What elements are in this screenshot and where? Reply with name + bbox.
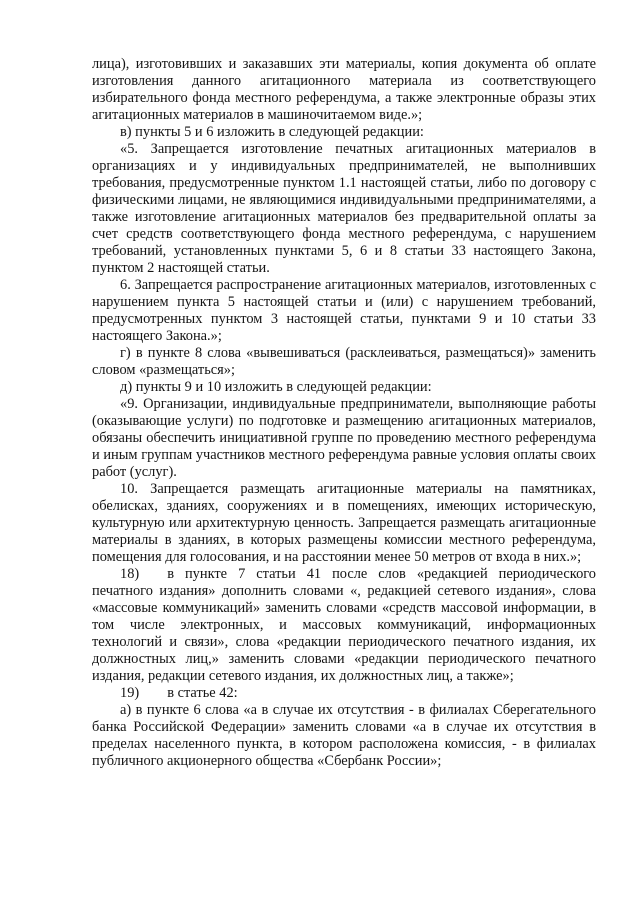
paragraph-item-g: г) в пункте 8 слова «вывешиваться (расклеиваться, размещаться)» заменить словом «размещаться»; bbox=[92, 345, 596, 378]
document-page bbox=[92, 56, 596, 770]
paragraph-item-18 bbox=[92, 566, 596, 685]
paragraph-item-a: а) в пункте 6 слова «а в случае их отсутствия - в филиалах Сберегательного банка Российской Федерации» заменить словами «а в случае их отсутствия в пределах населенного пункта, в котором расположена комиссия, - в филиалах публичного акционерного общества «Сбербанк России»; bbox=[92, 702, 596, 769]
item-18-number: 18) bbox=[120, 566, 140, 582]
item-19-number: 19) bbox=[120, 685, 140, 701]
paragraph-item-d: д) пункты 9 и 10 изложить в следующей редакции: bbox=[120, 379, 432, 395]
paragraph-item-19 bbox=[92, 685, 596, 702]
paragraph-continuation: лица), изготовивших и заказавших эти материалы, копия документа об оплате изготовления данного агитационного материала из соответствующего избирательного фонда местного референдума, а также электронные образы этих агитационных материалов в машиночитаемом виде.»; bbox=[92, 56, 596, 123]
item-19-text: в статье 42: bbox=[167, 685, 238, 701]
item-18-text: в пункте 7 статьи 41 после слов «редакцией периодического печатного издания» дополнить словами «, редакцией сетевого издания», слова «массовые коммуникаций» заменить словами «средств массовой информации, в том числе электронных, и массовых коммуникаций, информационных технологий и связи», слова «редакции периодического печатного издания, их должностных лиц,» заменить словами «редакции периодического печатного издания, редакции сетевого издания, их должностных лиц, а также»; bbox=[92, 566, 596, 684]
paragraph-point-6: 6. Запрещается распространение агитационных материалов, изготовленных с нарушением пункта 5 настоящей статьи и (или) с нарушением требований, предусмотренных пунктом 3 настоящей статьи, пунктами 9 и 10 статьи 33 настоящего Закона.»; bbox=[92, 277, 596, 344]
paragraph-point-10: 10. Запрещается размещать агитационные материалы на памятниках, обелисках, зданиях, сооружениях и в помещениях, имеющих историческую, культурную или архитектурную ценность. Запрещается размещать агитационные материалы в зданиях, в которых размещены комиссии местного референдума, помещения для голосования, и на расстоянии менее 50 метров от входа в них.»; bbox=[92, 481, 596, 565]
paragraph-item-v: в) пункты 5 и 6 изложить в следующей редакции: bbox=[120, 124, 424, 140]
paragraph-point-5: «5. Запрещается изготовление печатных агитационных материалов в организациях и у индивидуальных предпринимателей, не выполнивших требования, предусмотренные пунктом 1.1 настоящей статьи, либо по договору с физическими лицами, не являющимися индивидуальными предпринимателями, а также изготовление агитационных материалов без предварительной оплаты за счет средств соответствующего фонда местного референдума, с нарушением требований, установленных пунктами 5, 6 и 8 статьи 33 настоящего Закона, пунктом 2 настоящей статьи. bbox=[92, 141, 596, 276]
paragraph-point-9: «9. Организации, индивидуальные предприниматели, выполняющие работы (оказывающие услуги) по подготовке и размещению агитационных материалов, обязаны обеспечить инициативной группе по проведению местного референдума и иным группам участников местного референдума равные условия оплаты своих работ (услуг). bbox=[92, 396, 596, 480]
